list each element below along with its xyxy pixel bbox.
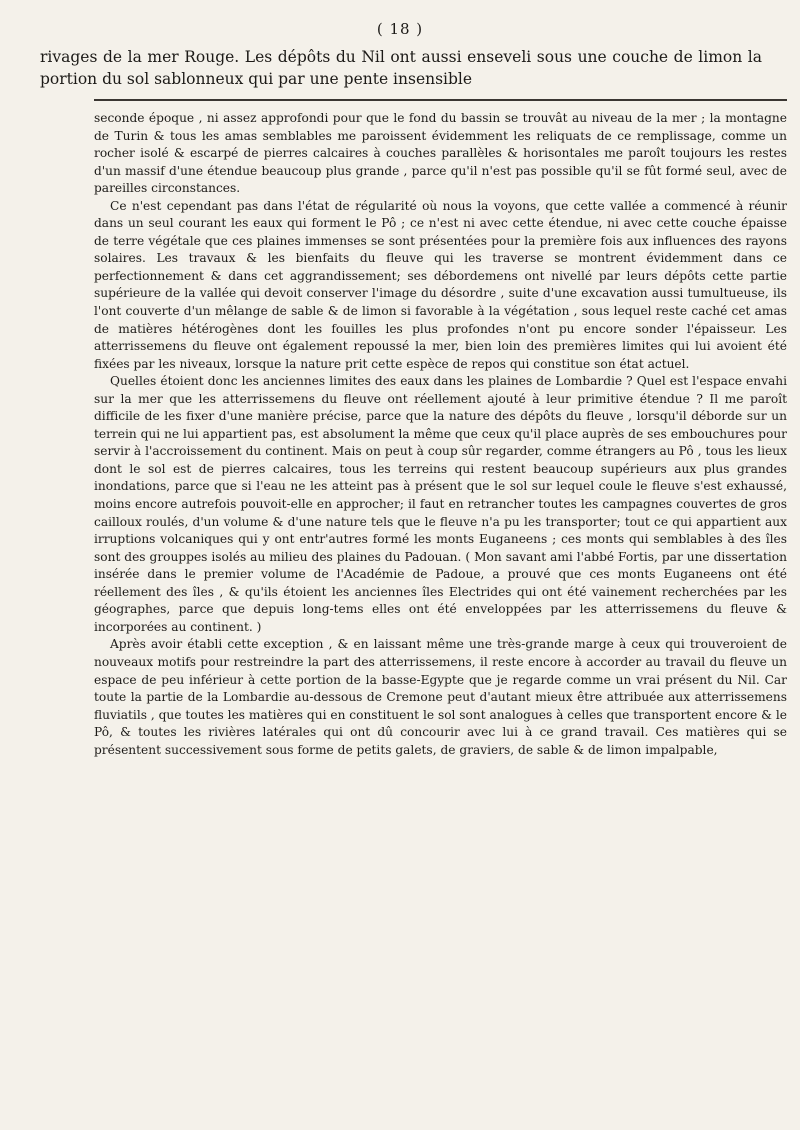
top-text: rivages de la mer Rouge. Les dépôts du Nil ont aussi enseveli sous une couche de limon la portion du sol sablonneux qui par une pente insensible xyxy=(40,48,762,88)
paragraph-3: Quelles étoient donc les anciennes limites des eaux dans les plaines de Lombardie ? Quel est l'espace envahi sur la mer que les atterrissemens du fleuve ont réellement ajouté à leur primitive étendue ? Il me paroît difficile de les fixer d'une manière précise, parce que la nature des dépôts du fleuve , lorsqu'il déborde sur un terrein qui ne lui appartient pas, est absolument la même que ceux qu'il place auprès de ses embouchures pour servir à l'accroissement du continent. Mais on peut à coup sûr regarder, comme étrangers au Pô , tous les lieux dont le sol est de pierres calcaires, tous les terreins qui restent beaucoup supérieurs aux plus grandes inondations, parce que si l'eau ne les atteint pas à présent que le sol sur lequel coule le fleuve s'est exhaussé, moins encore autrefois pouvoit-elle en approcher; il faut en retrancher toutes les campagnes couvertes de gros cailloux roulés, d'un volume & d'une nature tels que le fleuve n'a pu les transporter; tout ce qui appartient aux irruptions volcaniques qui y ont entr'autres formé les monts Euganeens ; ces monts qui semblables à des îles sont des grouppes isolés au milieu des plaines du Padouan. ( Mon savant ami l'abbé Fortis, par une dissertation insérée dans le premier volume de l'Académie de Padoue, a prouvé que ces monts Euganeens ont été réellement des îles , & qu'ils étoient les anciennes îles Electrides qui ont été vainement recherchées par les géographes, parce que depuis long-tems elles ont été enveloppées par les atterrissemens du fleuve & incorporées au continent. ) xyxy=(94,374,787,634)
page-number: ( 18 ) xyxy=(376,20,424,38)
horizontal-rule xyxy=(94,99,787,101)
paragraph-2: Ce n'est cependant pas dans l'état de régularité où nous la voyons, que cette vallée a commencé à réunir dans un seul courant les eaux qui forment le Pô ; ce n'est ni avec cette étendue, ni avec cette couche épaisse de terre végétale que ces plaines immenses se sont présentées pour la première fois aux influences des rayons solaires. Les travaux & les bienfaits du fleuve qui les traverse se montrent évidemment dans ce perfectionnement & dans cet aggrandissement; ses débordemens ont nivellé par leurs dépôts cette partie supérieure de la vallée qui devoit conserver l'image du désordre , suite d'une excavation aussi tumultueuse, ils l'ont couverte d'un mêlange de sable & de limon si favorable à la végétation , sous lequel reste caché cet amas de matières hétérogènes dont les fouilles les plus profondes n'ont pu encore sonder l'épaisseur. Les atterrissemens du fleuve ont également repoussé la mer, bien loin des premières limites qui lui avoient été fixées par les niveaux, lorsque la nature prit cette espèce de repos qui constitue son état actuel. xyxy=(94,198,787,371)
paragraph-1: seconde époque , ni assez approfondi pour que le fond du bassin se trouvât au niveau de la mer ; la montagne de Turin & tous les amas semblables me paroissent évidemment les reliquats de ce remplissage, comme un rocher isolé & escarpé de pierres calcaires à couches parallèles & horisontales me paroît toujours les restes d'un massif d'une étendue beaucoup plus grande , parce qu'il n'est pas possible qu'il se fût formé seul, avec de pareilles circonstances. xyxy=(94,111,787,196)
body-text xyxy=(94,110,787,759)
paragraph-4: Après avoir établi cette exception , & en laissant même une très-grande marge à ceux qui trouveroient de nouveaux motifs pour restreindre la part des atterrissemens, il reste encore à accorder au travail du fleuve un espace de peu inférieur à cette portion de la basse-Egypte que je regarde comme un vrai présent du Nil. Car toute la partie de la Lombardie au-dessous de Cremone peut d'autant mieux être attribuée aux atterrissemens fluviatils , que toutes les matières qui en constituent le sol sont analogues à celles que transportent encore & le Pô, & toutes les rivières latérales qui ont dû concourir avec lui à ce grand travail. Ces matières qui se présentent successivement sous forme de petits galets, de graviers, de sable & de limon impalpable, xyxy=(94,637,787,757)
